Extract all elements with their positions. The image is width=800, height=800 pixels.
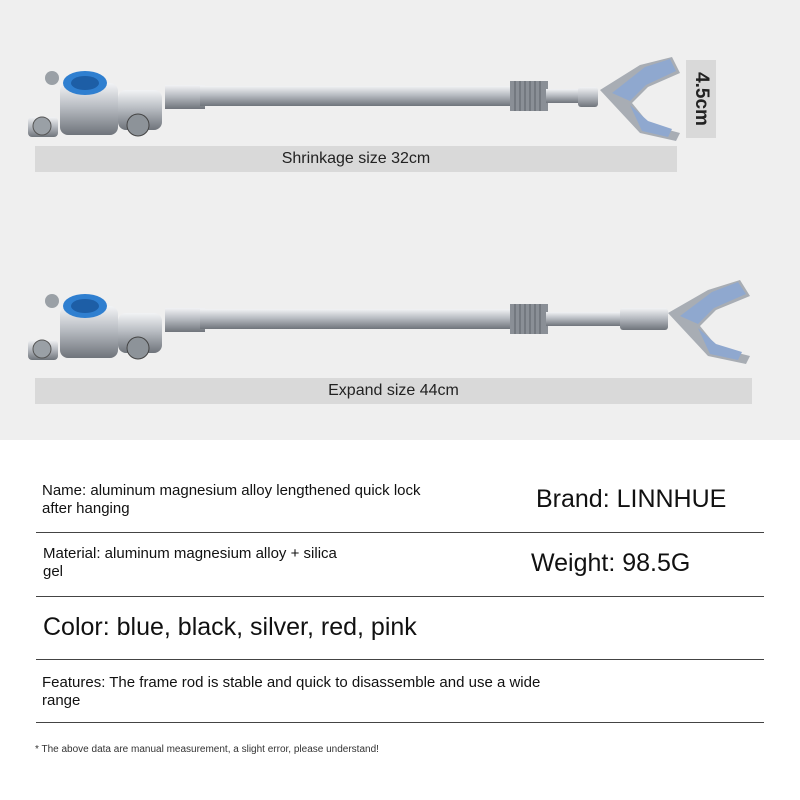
- expand-size-label: Expand size 44cm: [35, 378, 752, 404]
- weight-spec: Weight: 98.5G: [531, 549, 691, 577]
- divider: [36, 722, 764, 723]
- name-spec: Name: aluminum magnesium alloy lengthened quick lock after hanging: [42, 482, 421, 517]
- divider: [36, 596, 764, 597]
- brand-spec: Brand: LINNHUE: [536, 485, 727, 513]
- shrinkage-size-label: Shrinkage size 32cm: [35, 146, 677, 172]
- material-spec: Material: aluminum magnesium alloy + silica gel: [43, 545, 337, 580]
- head-width-label: 4.5cm: [686, 60, 716, 138]
- measurement-footnote: * The above data are manual measurement, a slight error, please understand!: [35, 744, 379, 755]
- divider: [36, 659, 764, 660]
- color-spec: Color: blue, black, silver, red, pink: [43, 613, 417, 641]
- divider: [36, 532, 764, 533]
- expanded-rod-image: [0, 268, 800, 388]
- features-spec: Features: The frame rod is stable and quick to disassemble and use a wide range: [42, 674, 541, 709]
